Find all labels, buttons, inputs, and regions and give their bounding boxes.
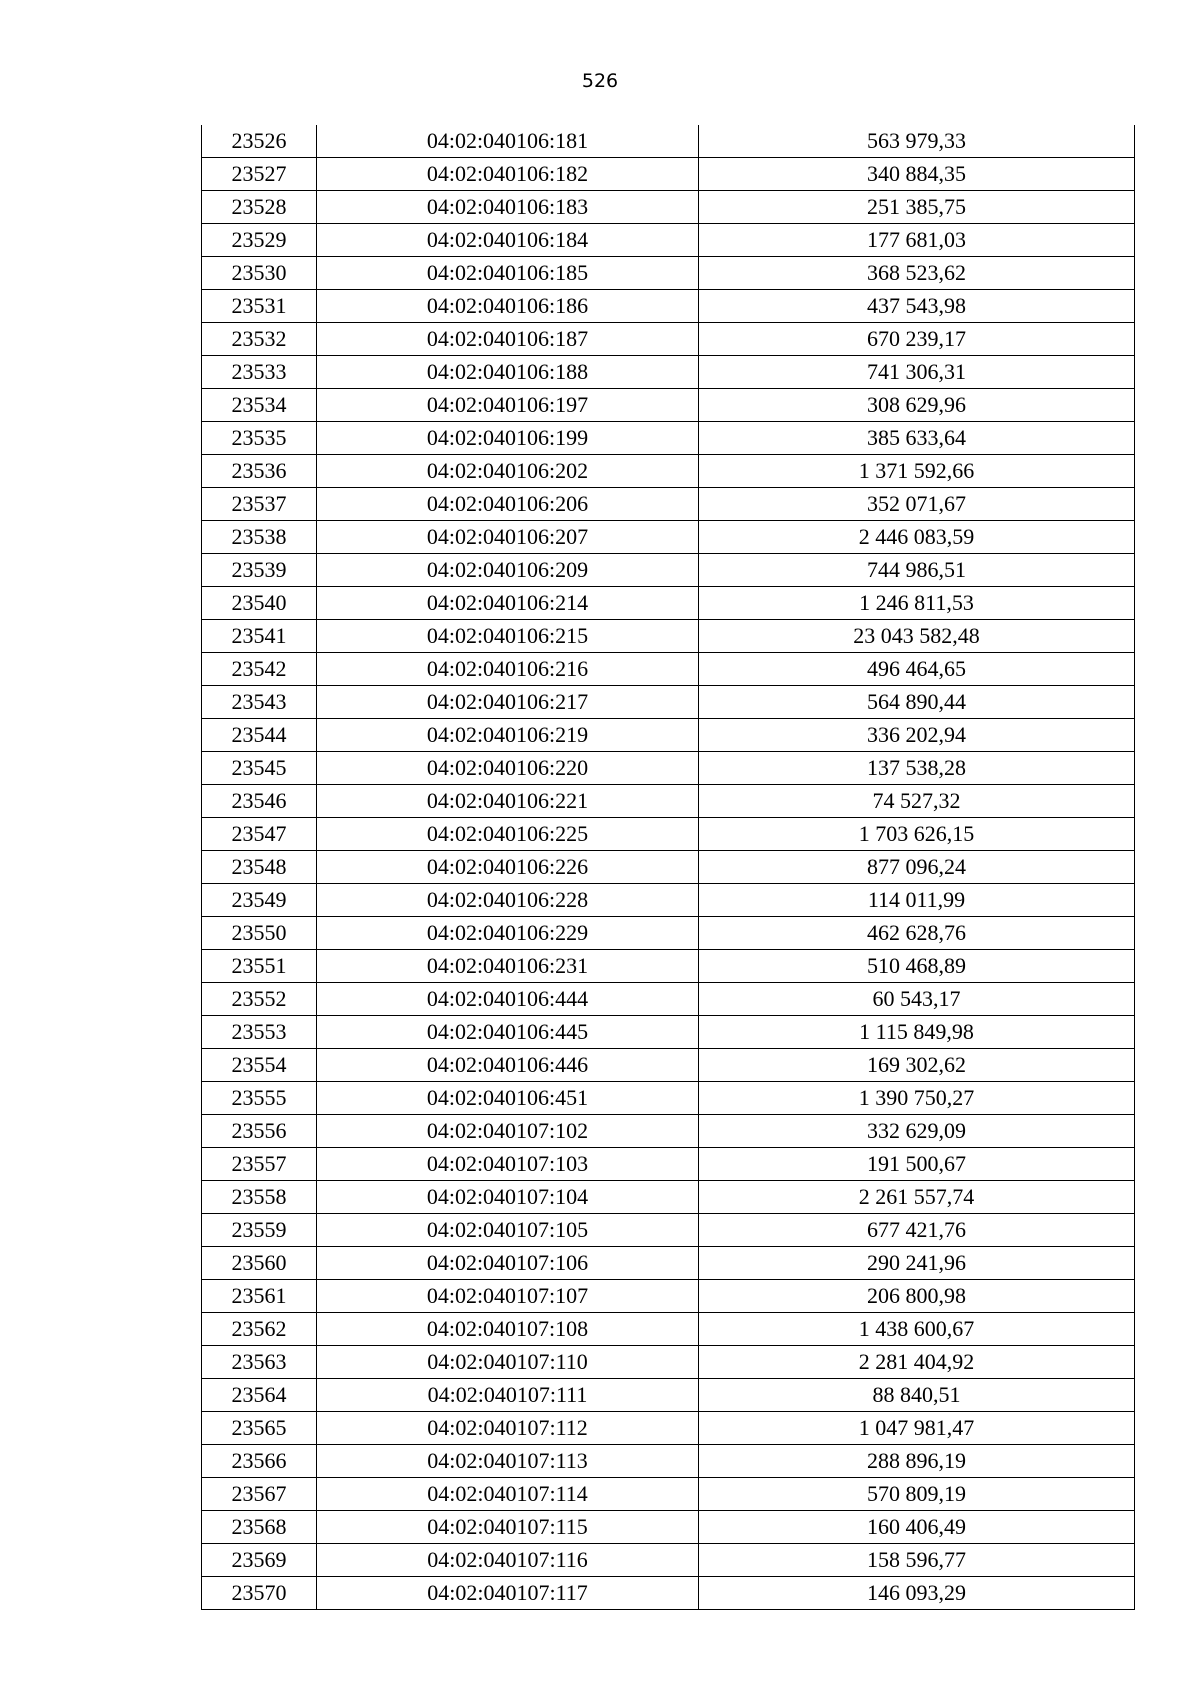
row-number-cell: 23540 xyxy=(202,587,317,620)
cadastral-number-cell: 04:02:040106:197 xyxy=(317,389,699,422)
cadastral-number-cell: 04:02:040106:214 xyxy=(317,587,699,620)
cadastral-number-cell: 04:02:040107:114 xyxy=(317,1478,699,1511)
cadastral-value-cell: 146 093,29 xyxy=(699,1577,1135,1610)
cadastral-number-cell: 04:02:040106:219 xyxy=(317,719,699,752)
table-row xyxy=(202,1016,1135,1049)
row-number-cell: 23533 xyxy=(202,356,317,389)
table-row xyxy=(202,1544,1135,1577)
cadastral-value-cell: 2 446 083,59 xyxy=(699,521,1135,554)
cadastral-number-cell: 04:02:040107:106 xyxy=(317,1247,699,1280)
cadastral-number-cell: 04:02:040106:445 xyxy=(317,1016,699,1049)
cadastral-number-cell: 04:02:040106:451 xyxy=(317,1082,699,1115)
row-number-cell: 23536 xyxy=(202,455,317,488)
row-number-cell: 23567 xyxy=(202,1478,317,1511)
table-row xyxy=(202,752,1135,785)
cadastral-number-cell: 04:02:040107:116 xyxy=(317,1544,699,1577)
table-row xyxy=(202,191,1135,224)
cadastral-number-cell: 04:02:040107:117 xyxy=(317,1577,699,1610)
cadastral-value-cell: 60 543,17 xyxy=(699,983,1135,1016)
row-number-cell: 23544 xyxy=(202,719,317,752)
cadastral-value-cell: 462 628,76 xyxy=(699,917,1135,950)
table-row xyxy=(202,1148,1135,1181)
cadastral-value-cell: 74 527,32 xyxy=(699,785,1135,818)
cadastral-value-cell: 206 800,98 xyxy=(699,1280,1135,1313)
cadastral-value-cell: 160 406,49 xyxy=(699,1511,1135,1544)
cadastral-number-cell: 04:02:040106:229 xyxy=(317,917,699,950)
cadastral-value-cell: 2 281 404,92 xyxy=(699,1346,1135,1379)
table-row xyxy=(202,389,1135,422)
cadastral-value-cell: 158 596,77 xyxy=(699,1544,1135,1577)
table-row xyxy=(202,1511,1135,1544)
cadastral-number-cell: 04:02:040107:107 xyxy=(317,1280,699,1313)
table-row xyxy=(202,917,1135,950)
cadastral-value-cell: 385 633,64 xyxy=(699,422,1135,455)
table-row xyxy=(202,1577,1135,1610)
cadastral-number-cell: 04:02:040106:228 xyxy=(317,884,699,917)
cadastral-number-cell: 04:02:040107:108 xyxy=(317,1313,699,1346)
row-number-cell: 23568 xyxy=(202,1511,317,1544)
table-row xyxy=(202,1115,1135,1148)
cadastral-value-cell: 332 629,09 xyxy=(699,1115,1135,1148)
table-row xyxy=(202,1247,1135,1280)
cadastral-value-cell: 510 468,89 xyxy=(699,950,1135,983)
cadastral-value-cell: 437 543,98 xyxy=(699,290,1135,323)
row-number-cell: 23542 xyxy=(202,653,317,686)
cadastral-number-cell: 04:02:040106:182 xyxy=(317,158,699,191)
table-row xyxy=(202,884,1135,917)
table-row xyxy=(202,950,1135,983)
table-row xyxy=(202,257,1135,290)
cadastral-value-cell: 877 096,24 xyxy=(699,851,1135,884)
cadastral-value-cell: 564 890,44 xyxy=(699,686,1135,719)
table-row xyxy=(202,1049,1135,1082)
cadastral-value-cell: 114 011,99 xyxy=(699,884,1135,917)
cadastral-number-cell: 04:02:040106:444 xyxy=(317,983,699,1016)
cadastral-value-cell: 1 047 981,47 xyxy=(699,1412,1135,1445)
cadastral-value-cell: 1 703 626,15 xyxy=(699,818,1135,851)
cadastral-value-cell: 290 241,96 xyxy=(699,1247,1135,1280)
cadastral-number-cell: 04:02:040106:185 xyxy=(317,257,699,290)
row-number-cell: 23527 xyxy=(202,158,317,191)
cadastral-value-cell: 177 681,03 xyxy=(699,224,1135,257)
table-body xyxy=(202,125,1135,1610)
table-row xyxy=(202,1181,1135,1214)
row-number-cell: 23528 xyxy=(202,191,317,224)
table-row xyxy=(202,422,1135,455)
cadastral-number-cell: 04:02:040106:220 xyxy=(317,752,699,785)
cadastral-value-cell: 251 385,75 xyxy=(699,191,1135,224)
cadastral-number-cell: 04:02:040106:221 xyxy=(317,785,699,818)
cadastral-number-cell: 04:02:040106:188 xyxy=(317,356,699,389)
table-row xyxy=(202,1082,1135,1115)
cadastral-value-cell: 88 840,51 xyxy=(699,1379,1135,1412)
cadastral-value-cell: 1 246 811,53 xyxy=(699,587,1135,620)
row-number-cell: 23552 xyxy=(202,983,317,1016)
table-row xyxy=(202,224,1135,257)
table-row xyxy=(202,686,1135,719)
page-number: 526 xyxy=(581,70,619,92)
cadastral-value-cell: 1 438 600,67 xyxy=(699,1313,1135,1346)
cadastral-value-cell: 1 115 849,98 xyxy=(699,1016,1135,1049)
row-number-cell: 23539 xyxy=(202,554,317,587)
row-number-cell: 23557 xyxy=(202,1148,317,1181)
row-number-cell: 23529 xyxy=(202,224,317,257)
cadastral-value-cell: 191 500,67 xyxy=(699,1148,1135,1181)
row-number-cell: 23537 xyxy=(202,488,317,521)
cadastral-value-cell: 744 986,51 xyxy=(699,554,1135,587)
row-number-cell: 23543 xyxy=(202,686,317,719)
table-row xyxy=(202,851,1135,884)
table-row xyxy=(202,983,1135,1016)
cadastral-value-cell: 563 979,33 xyxy=(699,125,1135,158)
table-row xyxy=(202,554,1135,587)
cadastral-number-cell: 04:02:040107:112 xyxy=(317,1412,699,1445)
cadastral-value-cell: 496 464,65 xyxy=(699,653,1135,686)
cadastral-number-cell: 04:02:040107:104 xyxy=(317,1181,699,1214)
row-number-cell: 23526 xyxy=(202,125,317,158)
cadastral-number-cell: 04:02:040107:110 xyxy=(317,1346,699,1379)
row-number-cell: 23545 xyxy=(202,752,317,785)
table-row xyxy=(202,1379,1135,1412)
cadastral-value-cell: 670 239,17 xyxy=(699,323,1135,356)
table-row xyxy=(202,521,1135,554)
row-number-cell: 23561 xyxy=(202,1280,317,1313)
cadastral-value-cell: 1 371 592,66 xyxy=(699,455,1135,488)
row-number-cell: 23562 xyxy=(202,1313,317,1346)
table-row xyxy=(202,1280,1135,1313)
row-number-cell: 23570 xyxy=(202,1577,317,1610)
table-row xyxy=(202,587,1135,620)
cadastral-value-table xyxy=(201,125,1135,1610)
cadastral-number-cell: 04:02:040107:102 xyxy=(317,1115,699,1148)
table-row xyxy=(202,1412,1135,1445)
cadastral-value-cell: 308 629,96 xyxy=(699,389,1135,422)
table-row xyxy=(202,620,1135,653)
table-row xyxy=(202,719,1135,752)
cadastral-number-cell: 04:02:040106:231 xyxy=(317,950,699,983)
cadastral-number-cell: 04:02:040107:113 xyxy=(317,1445,699,1478)
cadastral-value-cell: 352 071,67 xyxy=(699,488,1135,521)
cadastral-value-cell: 2 261 557,74 xyxy=(699,1181,1135,1214)
row-number-cell: 23563 xyxy=(202,1346,317,1379)
table-row xyxy=(202,653,1135,686)
cadastral-number-cell: 04:02:040106:186 xyxy=(317,290,699,323)
table-row xyxy=(202,125,1135,158)
row-number-cell: 23541 xyxy=(202,620,317,653)
table-row xyxy=(202,1478,1135,1511)
row-number-cell: 23550 xyxy=(202,917,317,950)
cadastral-number-cell: 04:02:040106:183 xyxy=(317,191,699,224)
table-row xyxy=(202,158,1135,191)
cadastral-number-cell: 04:02:040106:217 xyxy=(317,686,699,719)
row-number-cell: 23564 xyxy=(202,1379,317,1412)
row-number-cell: 23556 xyxy=(202,1115,317,1148)
table-row xyxy=(202,1445,1135,1478)
row-number-cell: 23566 xyxy=(202,1445,317,1478)
row-number-cell: 23530 xyxy=(202,257,317,290)
cadastral-value-cell: 336 202,94 xyxy=(699,719,1135,752)
cadastral-value-cell: 137 538,28 xyxy=(699,752,1135,785)
cadastral-number-cell: 04:02:040106:225 xyxy=(317,818,699,851)
cadastral-number-cell: 04:02:040106:209 xyxy=(317,554,699,587)
cadastral-number-cell: 04:02:040106:216 xyxy=(317,653,699,686)
cadastral-number-cell: 04:02:040106:202 xyxy=(317,455,699,488)
row-number-cell: 23548 xyxy=(202,851,317,884)
cadastral-number-cell: 04:02:040106:215 xyxy=(317,620,699,653)
cadastral-value-cell: 1 390 750,27 xyxy=(699,1082,1135,1115)
table-row xyxy=(202,818,1135,851)
cadastral-value-cell: 741 306,31 xyxy=(699,356,1135,389)
row-number-cell: 23532 xyxy=(202,323,317,356)
row-number-cell: 23560 xyxy=(202,1247,317,1280)
cadastral-value-cell: 169 302,62 xyxy=(699,1049,1135,1082)
cadastral-number-cell: 04:02:040106:207 xyxy=(317,521,699,554)
row-number-cell: 23551 xyxy=(202,950,317,983)
cadastral-number-cell: 04:02:040106:226 xyxy=(317,851,699,884)
table-row xyxy=(202,356,1135,389)
cadastral-value-cell: 570 809,19 xyxy=(699,1478,1135,1511)
cadastral-number-cell: 04:02:040106:184 xyxy=(317,224,699,257)
row-number-cell: 23553 xyxy=(202,1016,317,1049)
row-number-cell: 23546 xyxy=(202,785,317,818)
cadastral-number-cell: 04:02:040106:199 xyxy=(317,422,699,455)
table-row xyxy=(202,323,1135,356)
cadastral-number-cell: 04:02:040106:446 xyxy=(317,1049,699,1082)
cadastral-value-cell: 340 884,35 xyxy=(699,158,1135,191)
cadastral-value-cell: 368 523,62 xyxy=(699,257,1135,290)
table-row xyxy=(202,1313,1135,1346)
cadastral-number-cell: 04:02:040106:187 xyxy=(317,323,699,356)
row-number-cell: 23535 xyxy=(202,422,317,455)
row-number-cell: 23558 xyxy=(202,1181,317,1214)
cadastral-value-cell: 677 421,76 xyxy=(699,1214,1135,1247)
row-number-cell: 23549 xyxy=(202,884,317,917)
cadastral-value-cell: 288 896,19 xyxy=(699,1445,1135,1478)
row-number-cell: 23547 xyxy=(202,818,317,851)
table-row xyxy=(202,488,1135,521)
row-number-cell: 23534 xyxy=(202,389,317,422)
table-row xyxy=(202,785,1135,818)
row-number-cell: 23554 xyxy=(202,1049,317,1082)
row-number-cell: 23559 xyxy=(202,1214,317,1247)
cadastral-number-cell: 04:02:040107:115 xyxy=(317,1511,699,1544)
cadastral-number-cell: 04:02:040107:111 xyxy=(317,1379,699,1412)
cadastral-number-cell: 04:02:040107:103 xyxy=(317,1148,699,1181)
row-number-cell: 23538 xyxy=(202,521,317,554)
cadastral-number-cell: 04:02:040107:105 xyxy=(317,1214,699,1247)
row-number-cell: 23565 xyxy=(202,1412,317,1445)
row-number-cell: 23569 xyxy=(202,1544,317,1577)
table-row xyxy=(202,1214,1135,1247)
cadastral-number-cell: 04:02:040106:206 xyxy=(317,488,699,521)
table-row xyxy=(202,290,1135,323)
row-number-cell: 23531 xyxy=(202,290,317,323)
cadastral-value-cell: 23 043 582,48 xyxy=(699,620,1135,653)
table-row xyxy=(202,455,1135,488)
table-row xyxy=(202,1346,1135,1379)
row-number-cell: 23555 xyxy=(202,1082,317,1115)
cadastral-number-cell: 04:02:040106:181 xyxy=(317,125,699,158)
